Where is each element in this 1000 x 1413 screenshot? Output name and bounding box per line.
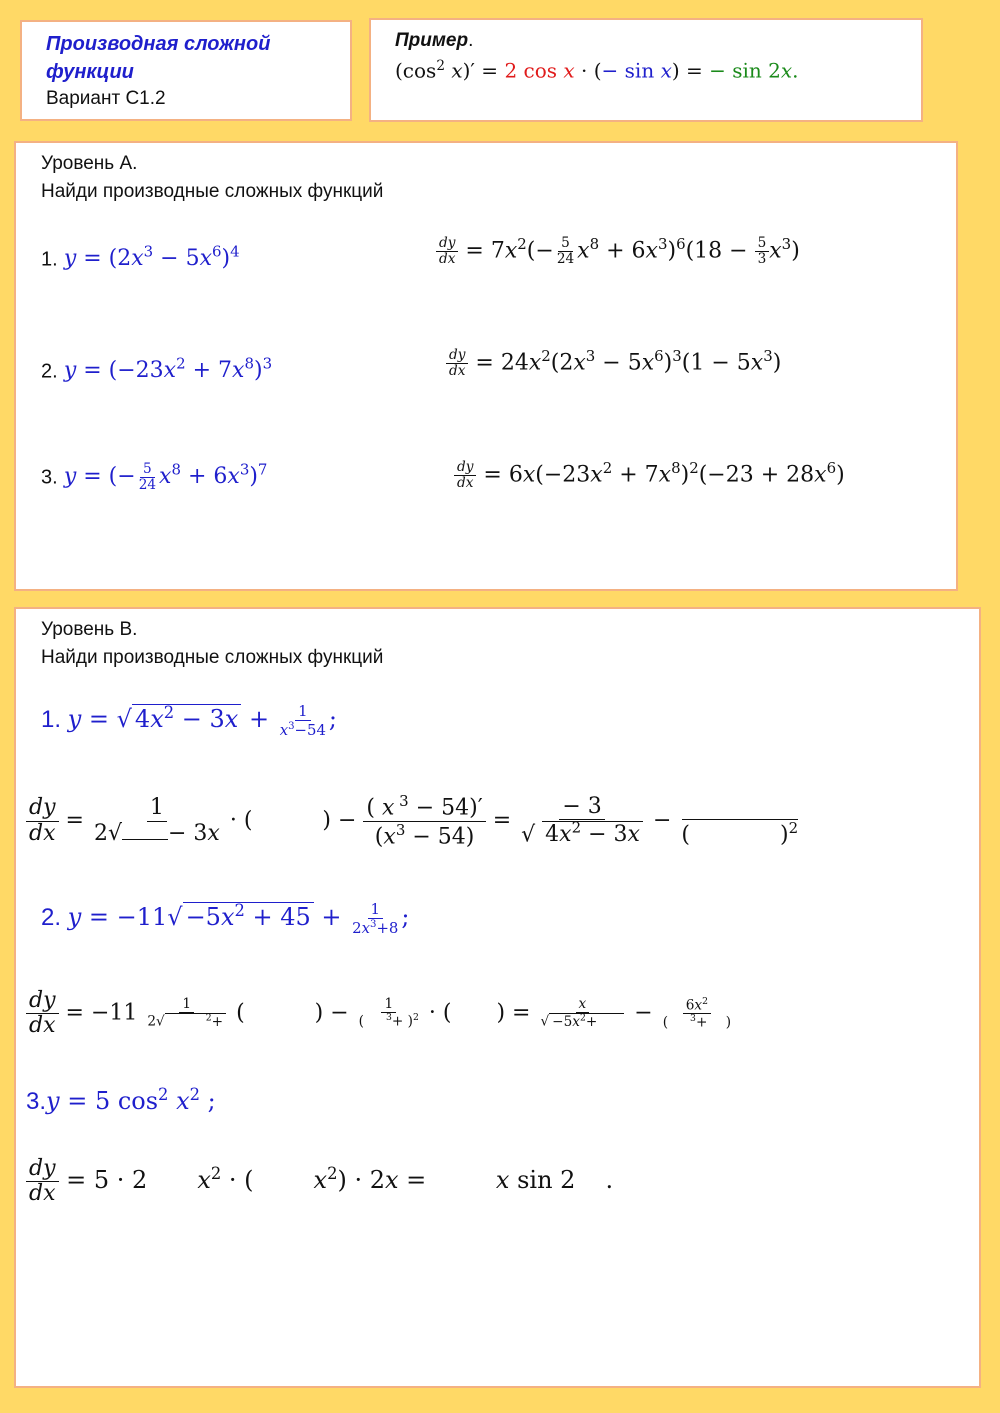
answer-a1: $\frac{dy}{dx}$ = $7x^2(-$ $\frac{5}{24}$ $x^8 + 6x^3)^6(18$ − $\frac{5}{3}$ $x^3$): [436, 235, 800, 267]
level-b-subtitle: Найди производные сложных функций: [41, 647, 384, 668]
solution-b1: $\frac{dy}{dx}$ = $\frac{1}{2√ - 3x}$ · ( ) − $\frac{( x ^3 - 54)'}{(x^3 - 54)}$ = $\frac{- 3}{√ 4x^2 - 3x}$ − ( )$^2$: [26, 793, 801, 849]
task-a1: [41, 243, 240, 271]
worksheet-title: Производная сложной функции: [46, 33, 271, 83]
task-a1-number: 1.: [41, 248, 58, 271]
task-a3-number: 3.: [41, 466, 58, 489]
level-b-title: Уровень В.: [41, 619, 138, 640]
task-a2-function: $y = (-23x^2 + 7x^8)^3$: [63, 355, 273, 384]
solution-b3: $\frac{dy}{dx}$ = 5 · 2 $x^2$ · ( $x^2) \cdot 2x = x$ sin 2 .: [26, 1157, 613, 1206]
level-a-subtitle: Найди производные сложных функций: [41, 181, 384, 202]
worksheet-variant: Вариант С1.2: [46, 88, 166, 109]
task-b3-function: y = 5 $\cos^2 x^2$ ;: [46, 1085, 216, 1115]
task-b2: [41, 901, 410, 936]
level-a-box: [14, 141, 958, 591]
task-a3: [41, 461, 267, 493]
level-a-title: Уровень А.: [41, 153, 138, 174]
header-box: [20, 20, 352, 121]
task-b3-number: 3.: [26, 1088, 47, 1115]
task-a2-number: 2.: [41, 360, 58, 383]
task-b1-number: 1.: [41, 706, 62, 733]
solution-b2: $\frac{dy}{dx}$ = −11 $\frac{1}{2√ ^2+}$ ( ) − $\frac{1}{( ^3+ )^2}$ · ( ) = $\frac{x}{√ -5x^2+}$ − $\frac{6x^2}{( ^3+ )}$: [26, 989, 734, 1038]
task-b2-number: 2.: [41, 904, 62, 931]
example-label: Пример: [395, 30, 469, 51]
task-b1-function: y = √ $4x^2 - 3x$ + $\frac{1}{x^3-54}$ ;: [67, 702, 338, 739]
task-b3: [26, 1085, 216, 1116]
task-b2-function: $y = -11√ -5x^2 + 45$ + $\frac{1}{2x^3+8}$ ;: [67, 900, 410, 937]
task-a3-function: y = (− $\frac{5}{24}$ $x^8 + 6x^3)^7$: [63, 460, 268, 493]
example-box: [369, 18, 923, 122]
example-label-line: [395, 30, 473, 52]
example-formula: ($\cos^2$ x)′ = 2 cos x · (− sin x) = − sin 2x.: [395, 58, 799, 83]
answer-a2: $\frac{dy}{dx}$ = $24x^2(2x^3 - 5x^6)^3(1 - 5x^3)$: [446, 347, 781, 379]
example-dot: .: [468, 30, 474, 51]
task-a1-function: $y = (2x^3 - 5x^6)^4$: [63, 243, 240, 272]
level-b-box: [14, 607, 981, 1388]
task-a2: [41, 355, 272, 383]
task-b1: [41, 703, 337, 738]
answer-a3: $\frac{dy}{dx}$ = $6x(-23x^2 + 7x^8)^2(-23 + 28x^6)$: [454, 459, 845, 491]
